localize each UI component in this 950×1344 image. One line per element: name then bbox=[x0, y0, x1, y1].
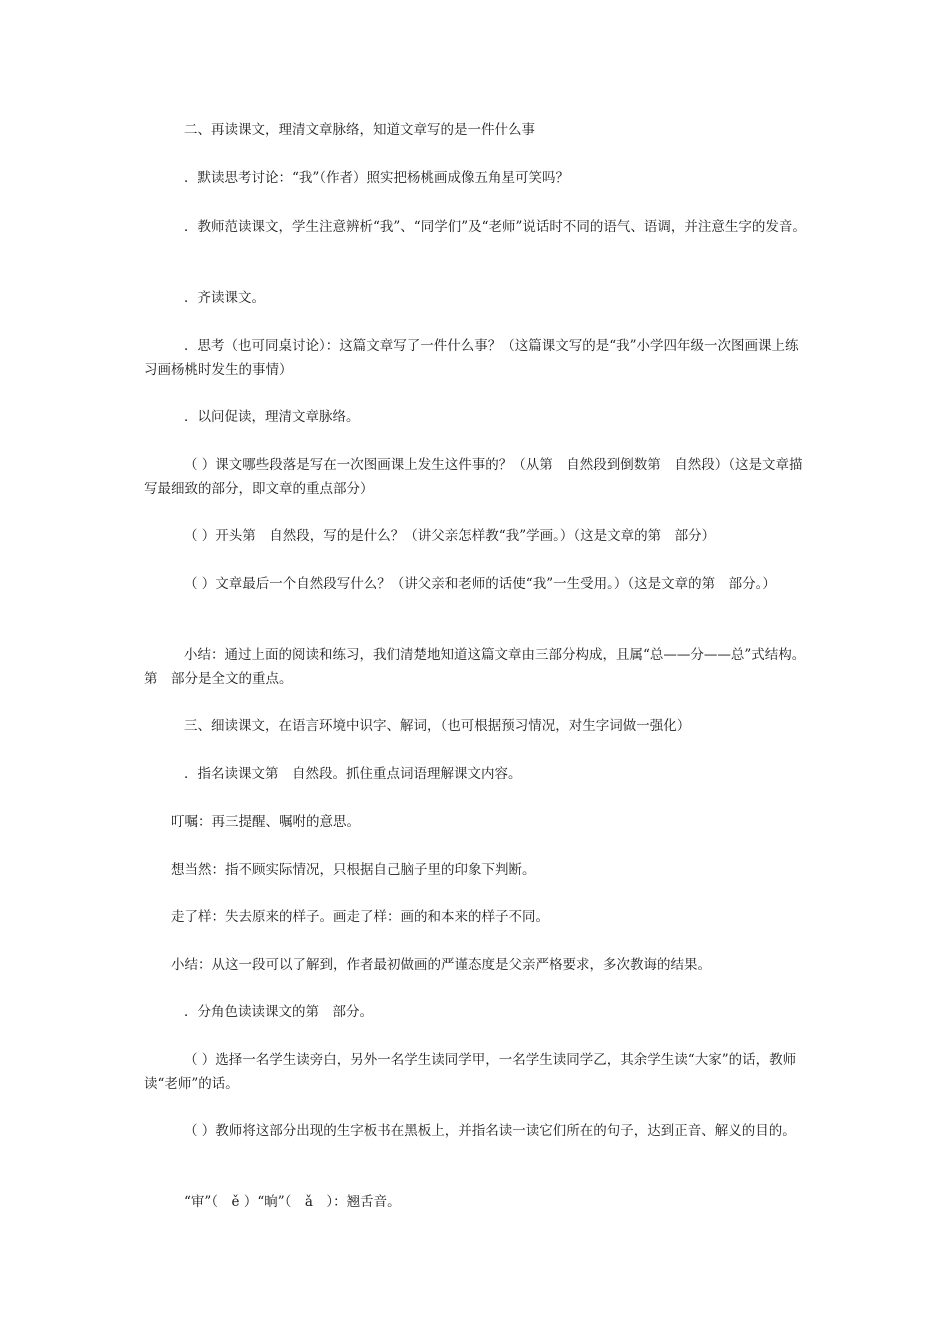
paragraph: ．默读思考讨论：“我”（作者）照实把杨桃画成像五角星可笑吗？ bbox=[184, 170, 570, 186]
definition-paragraph: 想当然：指不顾实际情况，只根据自己脑子里的印象下判断。 bbox=[171, 862, 536, 878]
paragraph: ．齐读课文。 bbox=[184, 290, 265, 306]
paragraph: （ ）开头第 自然段，写的是什么？（讲父亲怎样教“我”学画。）（这是文章的第 部分） bbox=[184, 528, 716, 544]
section-heading-two: 二、再读课文，理清文章脉络，知道文章写的是一件什么事 bbox=[184, 122, 535, 138]
paragraph: ．思考（也可同桌讨论）：这篇文章写了一件什么事？（这篇课文写的是“我”小学四年级一次图画课上练习画杨桃时发生的事情） bbox=[144, 338, 799, 378]
section-heading-three: 三、细读课文，在语言环境中识字、解词，（也可根据预习情况，对生字词做一强化） bbox=[184, 718, 691, 734]
summary-paragraph: 小结：通过上面的阅读和练习，我们清楚地知道这篇文章由三部分构成，且属“总——分——总”式结构。第 部分是全文的重点。 bbox=[144, 647, 806, 687]
definition-paragraph: 叮嘱：再三提醒、嘱咐的意思。 bbox=[171, 814, 360, 830]
paragraph: （ ）文章最后一个自然段写什么？（讲父亲和老师的话使“我”一生受用。）（这是文章的第 部分。） bbox=[184, 576, 776, 592]
paragraph: ．以问促读，理清文章脉络。 bbox=[184, 409, 360, 425]
paragraph: （ ）课文哪些段落是写在一次图画课上发生这件事的？（从第 自然段到倒数第 自然段）（这是文章描写最细致的部分，即文章的重点部分） bbox=[144, 457, 803, 497]
paragraph: ．指名读课文第 自然段。抓住重点词语理解课文内容。 bbox=[184, 766, 522, 782]
paragraph: （ ）选择一名学生读旁白，另外一名学生读同学甲，一名学生读同学乙，其余学生读“大家”的话，教师读“老师”的话。 bbox=[144, 1052, 797, 1092]
pronunciation-note: “审”（ ě ）“晌”（ ǎ ）：翘舌音。 bbox=[184, 1194, 401, 1210]
paragraph: ．教师范读课文，学生注意辨析“我”、“同学们”及“老师”说话时不同的语气、语调，并注意生字的发音。 bbox=[184, 219, 806, 235]
summary-paragraph: 小结：从这一段可以了解到，作者最初做画的严谨态度是父亲严格要求，多次教诲的结果。 bbox=[171, 957, 711, 973]
paragraph: ．分角色读读课文的第 部分。 bbox=[184, 1004, 373, 1020]
definition-paragraph: 走了样：失去原来的样子。画走了样：画的和本来的样子不同。 bbox=[171, 909, 549, 925]
paragraph: （ ）教师将这部分出现的生字板书在黑板上，并指名读一读它们所在的句子，达到正音、解义的目的。 bbox=[184, 1123, 796, 1139]
